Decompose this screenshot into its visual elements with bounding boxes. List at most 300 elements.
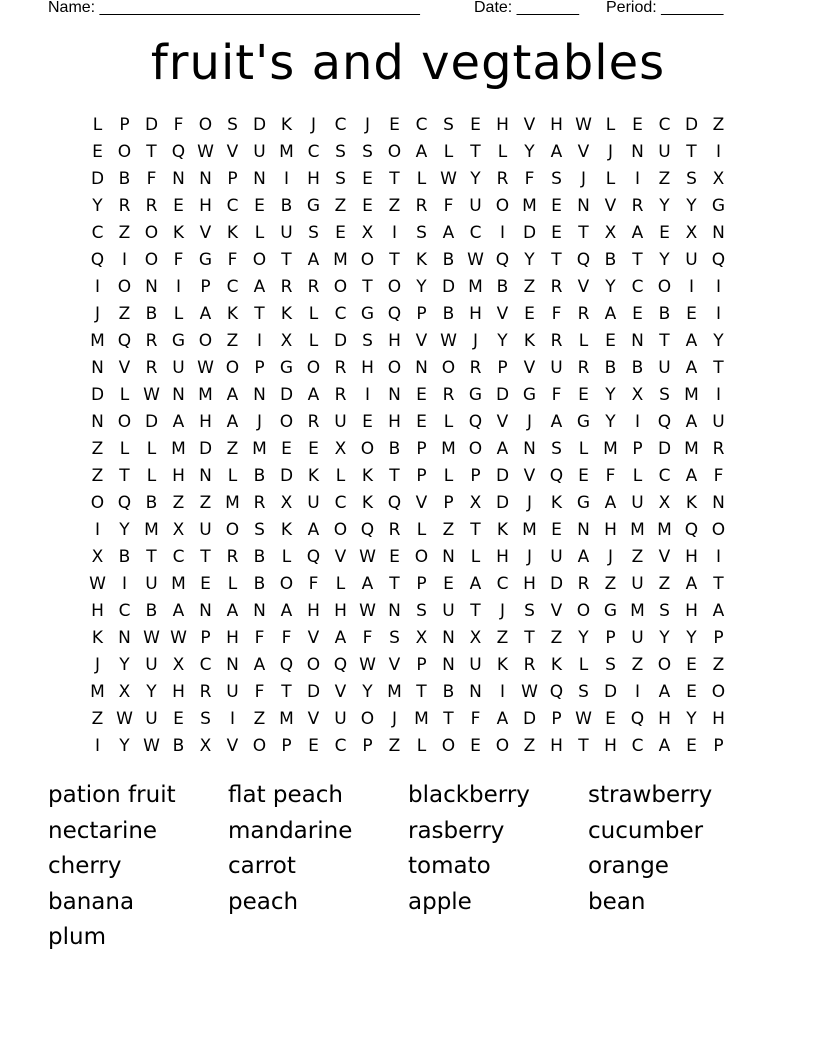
grid-letter: K xyxy=(415,250,428,270)
grid-letter: U xyxy=(658,358,671,378)
grid-letter: D xyxy=(90,169,105,189)
grid-letter: A xyxy=(685,412,698,432)
grid-letter: N xyxy=(631,331,644,351)
grid-letter: E xyxy=(686,736,697,756)
grid-letter: E xyxy=(659,223,670,243)
grid-letter: M xyxy=(171,574,186,594)
grid-letter: D xyxy=(144,412,159,432)
grid-letter: X xyxy=(280,331,293,351)
grid-letter: A xyxy=(253,277,266,297)
grid-letter: Z xyxy=(712,115,725,135)
grid-letter: A xyxy=(307,385,320,405)
grid-letter: D xyxy=(495,385,510,405)
grid-letter: I xyxy=(715,304,721,324)
grid-letter: G xyxy=(468,385,483,405)
grid-letter: P xyxy=(416,655,427,675)
grid-letter: W xyxy=(359,655,376,675)
grid-letter: I xyxy=(175,277,181,297)
grid-letter: O xyxy=(225,358,240,378)
word-list-item: mandarine xyxy=(228,817,353,844)
grid-letter: P xyxy=(551,709,562,729)
grid-letter: O xyxy=(495,196,510,216)
grid-letter: A xyxy=(226,412,239,432)
grid-letter: A xyxy=(550,412,563,432)
grid-letter: B xyxy=(253,574,266,594)
grid-letter: U xyxy=(631,574,644,594)
grid-letter: R xyxy=(469,358,482,378)
grid-letter: E xyxy=(470,736,481,756)
grid-letter: L xyxy=(119,385,130,405)
grid-letter: O xyxy=(252,250,267,270)
grid-letter: T xyxy=(362,277,373,297)
grid-letter: Y xyxy=(578,628,589,648)
grid-letter: T xyxy=(146,142,157,162)
grid-letter: I xyxy=(121,250,127,270)
grid-letter: H xyxy=(226,628,239,648)
grid-letter: K xyxy=(361,493,374,513)
grid-letter: L xyxy=(578,439,589,459)
grid-letter: B xyxy=(496,277,509,297)
grid-letter: E xyxy=(686,655,697,675)
grid-letter: R xyxy=(442,385,455,405)
grid-letter: W xyxy=(197,358,214,378)
grid-letter: L xyxy=(227,574,238,594)
grid-row xyxy=(84,193,732,220)
grid-letter: G xyxy=(522,385,537,405)
grid-letter: M xyxy=(252,439,267,459)
grid-letter: T xyxy=(416,682,427,702)
grid-letter: E xyxy=(632,115,643,135)
grid-letter: L xyxy=(443,412,454,432)
grid-letter: G xyxy=(576,412,591,432)
grid-letter: A xyxy=(361,574,374,594)
grid-letter: V xyxy=(577,277,590,297)
grid-letter: O xyxy=(657,655,672,675)
grid-letter: E xyxy=(605,331,616,351)
grid-letter: J xyxy=(526,493,532,513)
grid-letter: N xyxy=(442,655,455,675)
grid-letter: C xyxy=(226,277,239,297)
grid-letter: C xyxy=(307,142,320,162)
grid-letter: V xyxy=(577,142,590,162)
grid-letter: Z xyxy=(199,493,212,513)
grid-letter: M xyxy=(198,385,213,405)
grid-letter: U xyxy=(145,709,158,729)
grid-letter: S xyxy=(335,142,346,162)
grid-letter: L xyxy=(578,331,589,351)
grid-letter: Z xyxy=(118,304,131,324)
grid-letter: Y xyxy=(686,196,697,216)
grid-letter: T xyxy=(713,358,724,378)
name-field-label: Name: ____________________________________ xyxy=(48,0,420,16)
grid-letter: Y xyxy=(659,628,670,648)
grid-letter: R xyxy=(577,304,590,324)
grid-letter: E xyxy=(416,385,427,405)
grid-letter: Z xyxy=(658,169,671,189)
grid-letter: X xyxy=(658,493,671,513)
grid-letter: E xyxy=(578,385,589,405)
grid-letter: J xyxy=(256,412,262,432)
grid-letter: L xyxy=(335,574,346,594)
grid-letter: H xyxy=(172,682,185,702)
grid-letter: X xyxy=(685,223,698,243)
grid-letter: J xyxy=(580,169,586,189)
grid-letter: I xyxy=(391,223,397,243)
grid-letter: A xyxy=(442,223,455,243)
grid-letter: O xyxy=(225,520,240,540)
grid-letter: M xyxy=(630,520,645,540)
grid-letter: T xyxy=(470,601,481,621)
grid-letter: M xyxy=(603,439,618,459)
grid-letter: X xyxy=(280,493,293,513)
grid-letter: U xyxy=(226,682,239,702)
grid-letter: O xyxy=(360,709,375,729)
grid-letter: G xyxy=(306,196,321,216)
grid-letter: Y xyxy=(119,655,130,675)
grid-letter: N xyxy=(172,169,185,189)
grid-letter: J xyxy=(310,115,316,135)
word-list-item: strawberry xyxy=(588,782,713,808)
grid-letter: F xyxy=(173,250,184,270)
grid-letter: Z xyxy=(712,655,725,675)
grid-letter: Y xyxy=(605,277,616,297)
grid-letter: I xyxy=(121,574,127,594)
grid-letter: A xyxy=(307,520,320,540)
grid-letter: K xyxy=(496,520,509,540)
grid-letter: T xyxy=(281,682,292,702)
grid-letter: C xyxy=(415,115,428,135)
grid-letter: Q xyxy=(549,466,564,486)
grid-letter: T xyxy=(254,304,265,324)
grid-letter: F xyxy=(551,304,562,324)
grid-letter: N xyxy=(442,547,455,567)
grid-letter: I xyxy=(94,520,100,540)
grid-letter: F xyxy=(254,682,265,702)
grid-letter: H xyxy=(496,547,509,567)
grid-letter: B xyxy=(145,601,158,621)
grid-letter: S xyxy=(335,169,346,189)
grid-letter: T xyxy=(632,250,643,270)
grid-letter: T xyxy=(389,169,400,189)
grid-letter: Q xyxy=(279,655,294,675)
grid-letter: H xyxy=(685,601,698,621)
grid-letter: Z xyxy=(172,493,185,513)
grid-letter: L xyxy=(281,547,292,567)
grid-letter: A xyxy=(496,709,509,729)
grid-letter: B xyxy=(253,466,266,486)
grid-letter: N xyxy=(172,385,185,405)
grid-letter: D xyxy=(522,709,537,729)
grid-letter: H xyxy=(91,601,104,621)
grid-letter: T xyxy=(470,142,481,162)
grid-letter: J xyxy=(526,547,532,567)
grid-letter: P xyxy=(497,358,508,378)
grid-letter: R xyxy=(523,655,536,675)
grid-letter: N xyxy=(388,601,401,621)
grid-letter: L xyxy=(227,466,238,486)
grid-letter: R xyxy=(199,682,212,702)
grid-letter: N xyxy=(145,277,158,297)
grid-letter: P xyxy=(362,736,373,756)
grid-letter: K xyxy=(226,223,239,243)
grid-letter: D xyxy=(495,466,510,486)
grid-letter: N xyxy=(712,493,725,513)
grid-letter: D xyxy=(495,493,510,513)
grid-letter: U xyxy=(712,412,725,432)
grid-letter: E xyxy=(335,223,346,243)
grid-letter: K xyxy=(280,115,293,135)
grid-letter: H xyxy=(523,574,536,594)
grid-letter: F xyxy=(281,628,292,648)
grid-letter: L xyxy=(443,466,454,486)
grid-letter: L xyxy=(308,331,319,351)
grid-letter: Y xyxy=(524,142,535,162)
grid-letter: C xyxy=(199,655,212,675)
grid-letter: Z xyxy=(118,223,131,243)
grid-letter: W xyxy=(143,385,160,405)
grid-letter: R xyxy=(550,331,563,351)
grid-letter: E xyxy=(308,736,319,756)
grid-letter: W xyxy=(521,682,538,702)
grid-letter: H xyxy=(685,547,698,567)
grid-letter: C xyxy=(496,574,509,594)
grid-letter: A xyxy=(685,331,698,351)
grid-letter: Y xyxy=(605,385,616,405)
grid-letter: U xyxy=(145,574,158,594)
grid-letter: B xyxy=(145,493,158,513)
grid-letter: P xyxy=(227,169,238,189)
grid-letter: P xyxy=(416,304,427,324)
grid-letter: X xyxy=(469,628,482,648)
grid-row xyxy=(84,274,732,301)
grid-letter: U xyxy=(172,358,185,378)
grid-row xyxy=(84,301,732,328)
grid-letter: S xyxy=(659,601,670,621)
grid-letter: A xyxy=(334,628,347,648)
grid-letter: V xyxy=(523,115,536,135)
grid-letter: V xyxy=(334,547,347,567)
grid-letter: W xyxy=(467,250,484,270)
grid-letter: K xyxy=(361,466,374,486)
grid-letter: H xyxy=(388,412,401,432)
grid-letter: T xyxy=(551,250,562,270)
grid-letter: O xyxy=(279,412,294,432)
grid-letter: D xyxy=(549,574,564,594)
grid-letter: C xyxy=(631,736,644,756)
grid-row xyxy=(84,409,732,436)
grid-letter: E xyxy=(389,547,400,567)
grid-letter: U xyxy=(685,250,698,270)
grid-letter: A xyxy=(199,304,212,324)
grid-letter: K xyxy=(550,493,563,513)
grid-letter: I xyxy=(715,277,721,297)
grid-letter: K xyxy=(280,520,293,540)
grid-letter: S xyxy=(362,142,373,162)
grid-letter: E xyxy=(605,709,616,729)
grid-letter: V xyxy=(307,709,320,729)
grid-letter: E xyxy=(416,412,427,432)
grid-letter: B xyxy=(442,682,455,702)
grid-letter: W xyxy=(143,736,160,756)
grid-letter: L xyxy=(254,223,265,243)
word-list xyxy=(48,778,768,956)
word-list-item: blackberry xyxy=(408,782,530,808)
grid-letter: E xyxy=(578,466,589,486)
grid-letter: Y xyxy=(119,520,130,540)
grid-letter: Y xyxy=(659,196,670,216)
grid-letter: U xyxy=(550,358,563,378)
grid-letter: K xyxy=(496,655,509,675)
grid-letter: I xyxy=(715,142,721,162)
word-list-item: orange xyxy=(588,853,669,879)
word-list-item: peach xyxy=(228,888,299,915)
grid-letter: E xyxy=(389,115,400,135)
grid-letter: N xyxy=(523,439,536,459)
grid-letter: M xyxy=(90,682,105,702)
grid-letter: E xyxy=(173,196,184,216)
grid-letter: B xyxy=(442,250,455,270)
grid-letter: J xyxy=(94,304,100,324)
grid-row xyxy=(84,112,732,139)
grid-letter: D xyxy=(441,277,456,297)
grid-letter: L xyxy=(470,547,481,567)
grid-letter: E xyxy=(200,574,211,594)
word-search-grid xyxy=(84,112,732,760)
grid-letter: Q xyxy=(387,304,402,324)
grid-letter: N xyxy=(469,682,482,702)
grid-letter: D xyxy=(279,466,294,486)
grid-letter: U xyxy=(469,196,482,216)
grid-letter: A xyxy=(226,385,239,405)
grid-letter: N xyxy=(199,466,212,486)
grid-letter: H xyxy=(361,358,374,378)
grid-letter: T xyxy=(146,547,157,567)
grid-letter: N xyxy=(253,601,266,621)
grid-row xyxy=(84,382,732,409)
grid-row xyxy=(84,436,732,463)
grid-letter: J xyxy=(472,331,478,351)
grid-letter: E xyxy=(362,169,373,189)
grid-letter: W xyxy=(359,601,376,621)
grid-letter: O xyxy=(576,601,591,621)
grid-letter: Q xyxy=(684,520,699,540)
grid-letter: S xyxy=(578,682,589,702)
grid-letter: F xyxy=(173,115,184,135)
grid-letter: B xyxy=(280,196,293,216)
grid-letter: L xyxy=(605,169,616,189)
grid-letter: N xyxy=(91,358,104,378)
grid-letter: I xyxy=(229,709,235,729)
grid-letter: R xyxy=(226,547,239,567)
grid-letter: X xyxy=(604,223,617,243)
grid-letter: O xyxy=(711,520,726,540)
grid-letter: F xyxy=(713,466,724,486)
grid-letter: L xyxy=(578,655,589,675)
grid-letter: N xyxy=(388,385,401,405)
grid-row xyxy=(84,517,732,544)
grid-letter: K xyxy=(172,223,185,243)
grid-letter: T xyxy=(389,466,400,486)
grid-letter: U xyxy=(469,655,482,675)
grid-letter: Z xyxy=(226,331,239,351)
grid-letter: Q xyxy=(630,709,645,729)
grid-letter: Z xyxy=(91,439,104,459)
grid-letter: M xyxy=(144,520,159,540)
grid-letter: O xyxy=(117,277,132,297)
grid-letter: X xyxy=(91,547,104,567)
grid-letter: O xyxy=(441,736,456,756)
grid-letter: O xyxy=(441,358,456,378)
grid-letter: N xyxy=(199,601,212,621)
grid-letter: X xyxy=(712,169,725,189)
grid-letter: K xyxy=(280,304,293,324)
grid-letter: D xyxy=(198,439,213,459)
grid-letter: X xyxy=(631,385,644,405)
grid-letter: M xyxy=(279,709,294,729)
grid-letter: U xyxy=(199,520,212,540)
grid-letter: Q xyxy=(117,493,132,513)
grid-letter: A xyxy=(712,601,725,621)
grid-letter: O xyxy=(198,115,213,135)
grid-letter: C xyxy=(631,277,644,297)
grid-letter: L xyxy=(335,466,346,486)
grid-letter: S xyxy=(416,601,427,621)
grid-letter: O xyxy=(306,655,321,675)
grid-letter: M xyxy=(684,439,699,459)
grid-letter: V xyxy=(523,466,536,486)
grid-letter: D xyxy=(657,439,672,459)
grid-letter: B xyxy=(388,439,401,459)
grid-letter: I xyxy=(94,277,100,297)
grid-letter: K xyxy=(550,655,563,675)
grid-letter: C xyxy=(91,223,104,243)
grid-letter: M xyxy=(225,493,240,513)
grid-letter: F xyxy=(551,385,562,405)
grid-letter: X xyxy=(469,493,482,513)
grid-letter: V xyxy=(388,655,401,675)
grid-letter: Y xyxy=(686,628,697,648)
grid-letter: Z xyxy=(334,196,347,216)
grid-letter: W xyxy=(440,169,457,189)
grid-letter: W xyxy=(575,709,592,729)
grid-letter: Y xyxy=(119,736,130,756)
grid-letter: A xyxy=(604,493,617,513)
grid-letter: P xyxy=(281,736,292,756)
grid-letter: T xyxy=(578,736,589,756)
grid-letter: C xyxy=(469,223,482,243)
grid-letter: T xyxy=(659,331,670,351)
grid-row xyxy=(84,679,732,706)
grid-letter: V xyxy=(226,142,239,162)
grid-letter: U xyxy=(442,601,455,621)
grid-letter: R xyxy=(496,169,509,189)
grid-letter: V xyxy=(334,682,347,702)
grid-letter: F xyxy=(146,169,157,189)
grid-letter: Y xyxy=(713,331,724,351)
grid-letter: L xyxy=(92,115,103,135)
grid-letter: A xyxy=(685,574,698,594)
grid-letter: L xyxy=(173,304,184,324)
grid-letter: V xyxy=(118,358,131,378)
word-list-item: bean xyxy=(588,888,646,915)
grid-letter: S xyxy=(605,655,616,675)
grid-letter: R xyxy=(334,358,347,378)
grid-letter: I xyxy=(688,277,694,297)
grid-letter: I xyxy=(634,169,640,189)
word-list-item: nectarine xyxy=(48,817,158,844)
grid-letter: B xyxy=(118,547,131,567)
grid-row xyxy=(84,139,732,166)
